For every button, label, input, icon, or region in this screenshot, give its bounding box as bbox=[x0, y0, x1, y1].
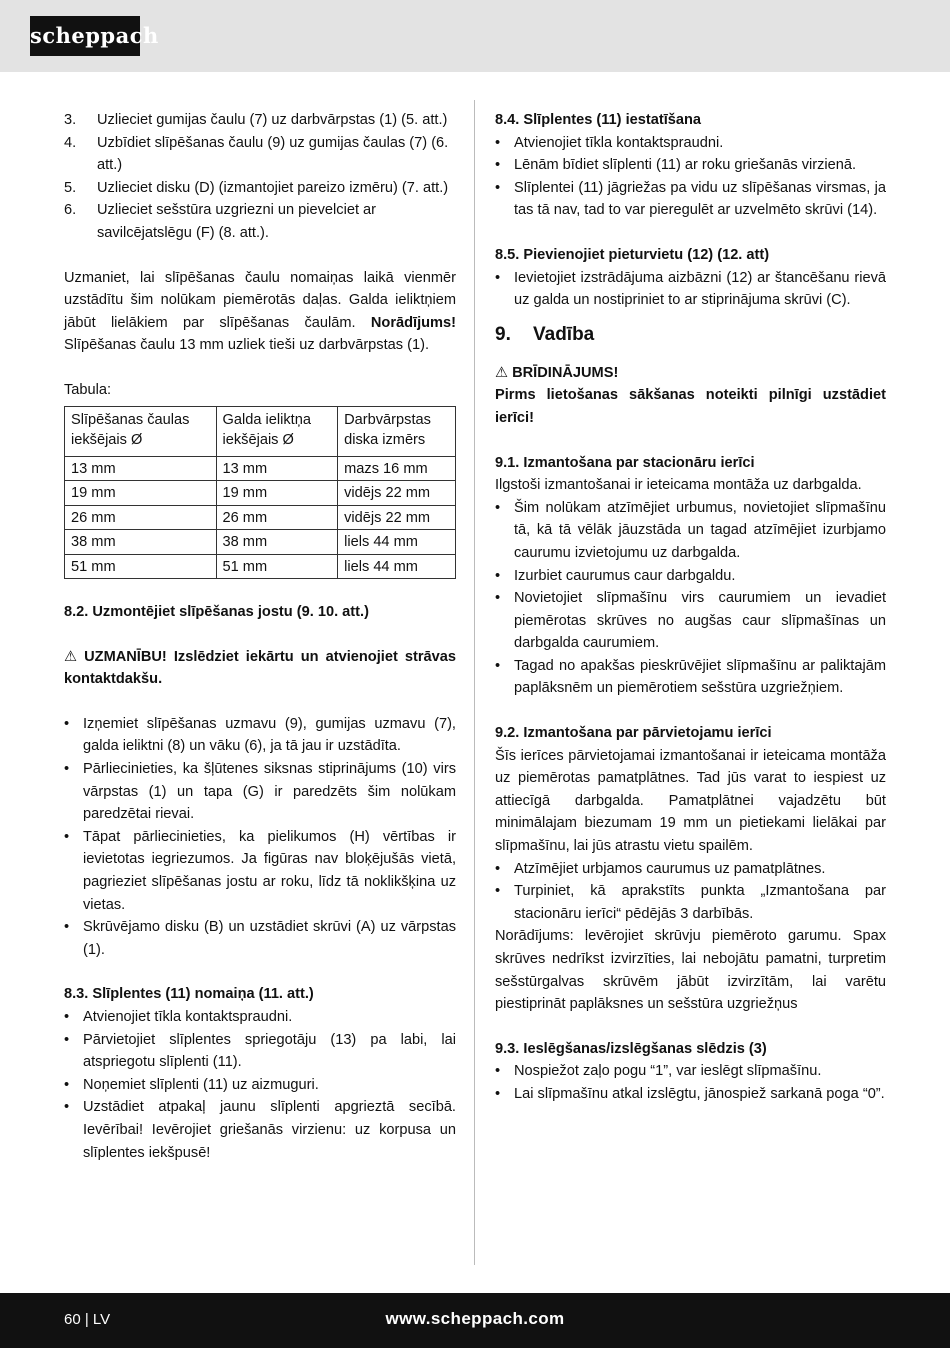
column-divider bbox=[474, 100, 475, 1265]
section-8-3-title: 8.3. Slīplentes (11) nomaiņa (11. att.) bbox=[64, 986, 314, 1003]
section-9-1-title: 9.1. Izmantošana par stacionāru ierīci bbox=[495, 454, 755, 471]
list-item: • Izurbiet caurumus caur darbgaldu. bbox=[495, 565, 886, 588]
list-item: • Skrūvējamo disku (B) un uzstādiet skrūvi (A) uz vārpstas (1). bbox=[64, 916, 456, 961]
list-item: • Nospiežot zaļo pogu “1”, var ieslēgt slīpmašīnu. bbox=[495, 1060, 886, 1083]
section-9-2-title: 9.2. Izmantošana par pārvietojamu ierīci bbox=[495, 725, 772, 742]
section-8-2-list bbox=[64, 713, 456, 962]
table-label: Tabula: bbox=[64, 381, 112, 398]
section-8-5-list bbox=[495, 267, 886, 312]
list-item: • Noņemiet slīplenti (11) uz aizmuguri. bbox=[64, 1074, 456, 1097]
section-8-4-list bbox=[495, 132, 886, 222]
list-item: • Atvienojiet tīkla kontaktspraudni. bbox=[64, 1006, 456, 1029]
warning-triangle-icon: ⚠ bbox=[64, 648, 81, 665]
list-item: • Novietojiet slīpmašīnu virs caurumiem un ievadiet piemērotas skrūves no augšas caur slīpmašīnas un darbgalda caurumiem. bbox=[495, 587, 886, 655]
page-header bbox=[0, 0, 950, 72]
table-row: 26 mm 26 mm vidējs 22 mm bbox=[65, 505, 456, 530]
right-column bbox=[495, 109, 886, 1106]
section-8-4-title: 8.4. Slīplentes (11) iestatīšana bbox=[495, 112, 702, 128]
list-item: • Lai slīpmašīnu atkal izslēgtu, jānospiež sarkanā poga “0”. bbox=[495, 1083, 886, 1106]
warning-triangle-icon: ⚠ bbox=[495, 364, 509, 381]
section-8-3-list bbox=[64, 1006, 456, 1164]
table-header-cell: Darbvārpstas diska izmērs bbox=[338, 406, 456, 456]
list-item: • Ievietojiet izstrādājuma aizbāzni (12) ar štancēšanu rievā uz galda un nostipriniet to ar stiprinājuma skrūvi (C). bbox=[495, 267, 886, 312]
table-header-cell: Galda ieliktņa iekšējais Ø bbox=[216, 406, 338, 456]
step-item: 5. Uzlieciet disku (D) (izmantojiet pareizo izmēru) (7. att.) bbox=[64, 179, 449, 196]
left-column bbox=[64, 109, 456, 1164]
table-row: 38 mm 38 mm liels 44 mm bbox=[65, 530, 456, 555]
website-url: www.scheppach.com bbox=[385, 1309, 565, 1328]
list-item: • Izņemiet slīpēšanas uzmavu (9), gumijas uzmavu (7), galda ieliktni (8) un vāku (6), ja tā jau ir uzstādīta. bbox=[64, 713, 456, 758]
page-footer bbox=[0, 1293, 950, 1348]
warning-text: Pirms lietošanas sākšanas noteikti pilnīgi uzstādiet ierīci! bbox=[495, 387, 886, 426]
page-number: 60 | LV bbox=[64, 1311, 111, 1328]
table-header-cell: Slīpēšanas čaulas iekšējais Ø bbox=[65, 406, 217, 456]
section-9-2-paragraph: Šīs ierīces pārvietojamai izmantošanai ir ieteicama montāža uz piemērotas pamatplātnes. Tad jūs varat to iespiest uz attiecīgā darbgalda. Pamatplātnei vajadzētu būt minimālajam biezumam 19 mm un pietiekami lielākai par slīpmašīnu, lai jūs atrastu vietu spailēm. bbox=[495, 747, 886, 855]
table-row: 13 mm 13 mm mazs 16 mm bbox=[65, 456, 456, 481]
list-item: • Turpiniet, kā aprakstīts punkta „Izmantošana par stacionāru ierīci“ pēdējās 3 darbībās. bbox=[495, 880, 886, 925]
note-label: Norādījums! bbox=[370, 314, 456, 331]
note-paragraph: Uzmaniet, lai slīpēšanas čaulu nomaiņas laikā vienmēr uzstādītu šim nolūkam piemērotās daļas. Galda ieliktņiem jābūt lielākiem par slīpēšanas čaulām. Norādījums! Slīpēšanas čaulu 13 mm uzliek tieši uz darbvārpstas (1). bbox=[64, 269, 456, 354]
list-item: • Uzstādiet atpakaļ jaunu slīplenti apgrieztā secībā. Ievērībai! Ievērojiet griešanās virzienu: uz korpusa un slīplentes iekšpusē! bbox=[64, 1096, 456, 1164]
step-item: 3. Uzlieciet gumijas čaulu (7) uz darbvārpstas (1) (5. att.) bbox=[64, 112, 448, 128]
brand-logo: scheppach bbox=[30, 16, 140, 56]
section-9-3-list bbox=[495, 1060, 886, 1105]
list-item: • Atvienojiet tīkla kontaktspraudni. bbox=[495, 132, 886, 155]
list-item: • Tāpat pārliecinieties, ka pielikumos (H) vērtības ir ievietotas iegriezumos. Ja figūras nav bloķējušās vietā, pagrieziet slīpēšanas jostu ar roku, līdz tā noklikšķina uz vietas. bbox=[64, 826, 456, 916]
list-item: • Atzīmējiet urbjamos caurumus uz pamatplātnes. bbox=[495, 858, 886, 881]
list-item: • Tagad no apakšas pieskrūvējiet slīpmašīnu ar paliktajām paplāksnēm un piemērotiem sešstūra uzgriežņiem. bbox=[495, 655, 886, 700]
list-item: • Pārliecinieties, ka šļūtenes siksnas stiprinājums (10) virs vārpstas (1) un tapa (G) ir paredzēts šim nolūkam paredzētai rievai. bbox=[64, 758, 456, 826]
section-9-2-note: Norādījums: levērojiet skrūvju piemēroto garumu. Spax skrūves nedrīkst izvirzīties, lai nebojātu pamatni, turpretim sešstūrgalvas skrūvēm jābūt izvirzītām, lai varētu piestiprināt paplāksnes un sešstūra uzgriežņus bbox=[495, 928, 886, 1013]
list-item: • Slīplentei (11) jāgriežas pa vidu uz slīpēšanas virsmas, ja tas tā nav, tad to var pieregulēt ar uzvelmēto skrūvi (14). bbox=[495, 177, 886, 222]
section-9-1-paragraph: Ilgstoši izmantošanai ir ieteicama montāža uz darbgalda. bbox=[495, 477, 862, 494]
section-9-2-list bbox=[495, 858, 886, 926]
table-row: 51 mm 51 mm liels 44 mm bbox=[65, 554, 456, 579]
section-8-5-title: 8.5. Pievienojiet pieturvietu (12) (12. att) bbox=[495, 246, 770, 263]
sleeve-size-table bbox=[64, 406, 456, 580]
section-9-heading: 9. Vadība bbox=[495, 323, 595, 345]
section-8-2-title: 8.2. Uzmontējiet slīpēšanas jostu (9. 10. att.) bbox=[64, 604, 369, 621]
section-9-1-list bbox=[495, 497, 886, 700]
warning-label: ⚠ BRĪDINĀJUMS! bbox=[495, 364, 619, 381]
list-item: • Pārvietojiet slīplentes spriegotāju (13) pa labi, lai atspriegotu slīplenti (11). bbox=[64, 1029, 456, 1074]
table-row: 19 mm 19 mm vidējs 22 mm bbox=[65, 481, 456, 506]
step-item: 6. Uzlieciet sešstūra uzgriezni un pievelciet ar savilcējatslēgu (F) (8. att.). bbox=[64, 202, 377, 241]
section-9-3-title: 9.3. Ieslēgšanas/izslēgšanas slēdzis (3) bbox=[495, 1040, 767, 1057]
list-item: • Lēnām bīdiet slīplenti (11) ar roku griešanās virzienā. bbox=[495, 154, 886, 177]
table-header-row bbox=[65, 406, 456, 456]
step-item: 4. Uzbīdiet slīpēšanas čaulu (9) uz gumijas čaulas (7) (6. att.) bbox=[64, 134, 449, 174]
assembly-steps bbox=[64, 109, 456, 245]
caution-warning: ⚠ UZMANĪBU! Izslēdziet iekārtu un atvienojiet strāvas kontaktdakšu. bbox=[64, 648, 456, 688]
list-item: • Šim nolūkam atzīmējiet urbumus, novietojiet slīpmašīnu tā, kā tā vēlāk jāuzstāda un tagad atzīmējiet izurbjamo caurumu izvietojumu uz darbgalda. bbox=[495, 497, 886, 565]
